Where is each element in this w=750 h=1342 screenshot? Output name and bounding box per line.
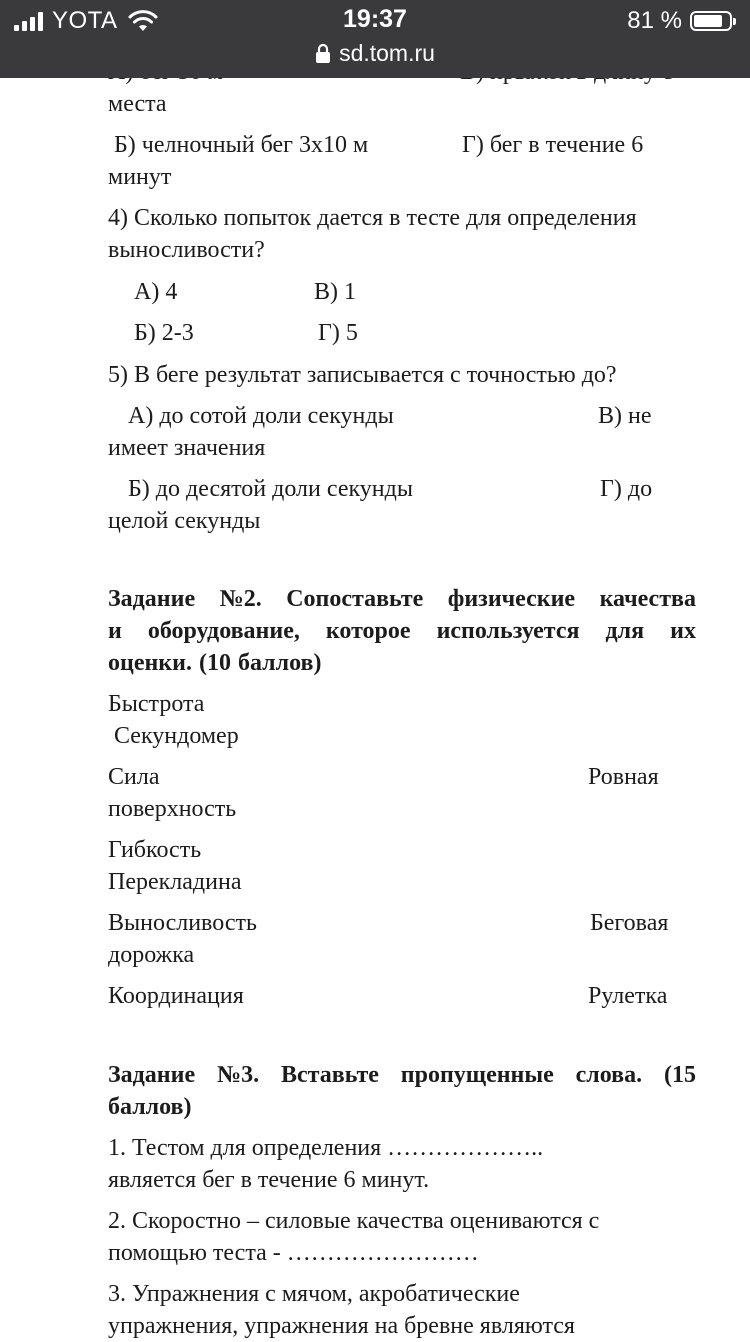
q4-option-v: В) 1 [314, 279, 356, 305]
q5-option-v-cont: имеет значения [108, 435, 266, 461]
q4-text-line2: выносливости? [108, 237, 265, 263]
battery-icon [690, 11, 732, 31]
equipment-stopwatch: Секундомер [114, 723, 239, 749]
equipment-tape-measure: Рулетка [588, 983, 668, 1009]
q4-option-b: Б) 2-3 [134, 320, 194, 346]
task3-item3-line1: 3. Упражнения с мячом, акробатические [108, 1281, 520, 1307]
address-bar[interactable] [0, 40, 750, 67]
quality-flexibility: Гибкость [108, 837, 202, 863]
status-right [627, 7, 732, 35]
status-bar [0, 0, 750, 78]
q5-option-a: А) до сотой доли секунды [128, 403, 394, 429]
equipment-flat-surface: Ровная [588, 764, 659, 790]
task2-heading-line2: и оборудование, которое используется для их [108, 618, 696, 644]
task3-heading-line2: баллов) [108, 1094, 192, 1120]
q5-option-v: В) не [598, 403, 652, 429]
task3-heading-line1: Задание №3. Вставьте пропущенные слова. (15 [108, 1062, 696, 1088]
q3-option-g-cont: минут [108, 164, 172, 190]
task3-item3-line2: упражнения, упражнения на бревне являются [108, 1313, 575, 1339]
task3-item2-line2: помощью теста - …………………… [108, 1240, 479, 1266]
url-text[interactable]: sd.tom.ru [339, 40, 435, 66]
q5-text: 5) В беге результат записывается с точностью до? [108, 362, 617, 388]
equipment-running-track: Беговая [590, 910, 669, 936]
q3-option-v-cont: места [108, 91, 167, 117]
task3-item2-line1: 2. Скоростно – силовые качества оцениваются с [108, 1208, 600, 1234]
task3-item1-line2: является бег в течение 6 минут. [108, 1167, 430, 1193]
task2-heading-line3: оценки. (10 баллов) [108, 650, 322, 676]
q5-option-g: Г) до [600, 476, 653, 502]
equipment-running-track-cont: дорожка [108, 942, 195, 968]
equipment-flat-surface-cont: поверхность [108, 796, 237, 822]
task2-heading-line1: Задание №2. Сопоставьте физические качества [108, 586, 696, 612]
equipment-crossbar: Перекладина [108, 869, 242, 895]
q3-option-b: Б) челночный бег 3х10 м [114, 132, 369, 158]
q4-text-line1: 4) Сколько попыток дается в тесте для определения [108, 205, 637, 231]
q4-option-a: А) 4 [134, 279, 178, 305]
clock: 19:37 [343, 5, 407, 33]
q5-option-b: Б) до десятой доли секунды [128, 476, 413, 502]
lock-icon [315, 43, 331, 63]
quality-speed: Быстрота [108, 691, 205, 717]
quality-coordination: Координация [108, 983, 244, 1009]
q5-option-g-cont: целой секунды [108, 508, 261, 534]
battery-percentage: 81 % [627, 7, 682, 34]
q3-option-g: Г) бег в течение 6 [462, 132, 644, 158]
quality-strength: Сила [108, 764, 160, 790]
q4-option-g: Г) 5 [318, 320, 358, 346]
task3-item1-line1: 1. Тестом для определения ……………….. [108, 1135, 544, 1161]
quality-endurance: Выносливость [108, 910, 257, 936]
carrier-name: YOTA [52, 7, 118, 34]
